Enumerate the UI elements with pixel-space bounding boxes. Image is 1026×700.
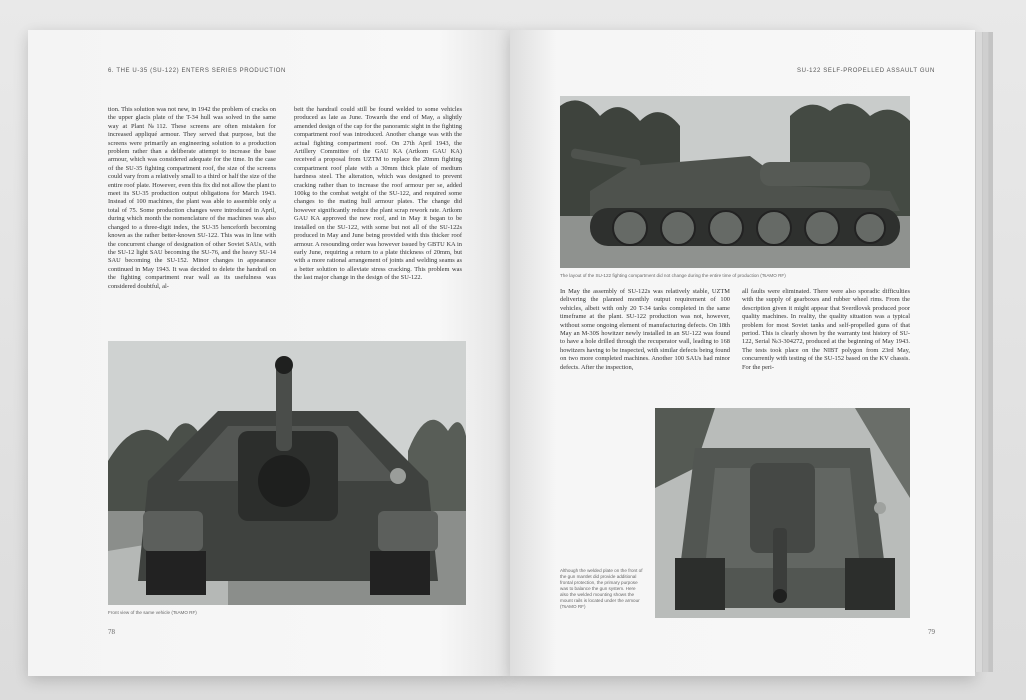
- left-text-column-2: beit the handrail could still be found welded to some vehicles produced as late as June. Towards the end of May, a slightly amended design of the cap for the panoramic sight in the fighting compartment roof was introduced. Another change was with the actual fighting compartment roof. On 27th April 1943, the Artillery Committee of the GAU KA (Artkom GAU KA) received a proposal from UZTM to replace the 20mm fighting compartment roof plate with a 30mm thick plate of medium hardness steel. The alteration, which was designed to prevent cracking rather than to increase the roof armour per se, added 100kg to the combat weight of the SU-122, and required some changes to the mating hull armour plates. The change did however significantly reduce the plant scrap rework rate. Artkom GAU KA approved the new roof, and in May it began to be installed on the SU-122, with some but not all of the SU-122s produced in May and June being provided with this thicker roof armour. A resounding order was however issued by GBTU KA in early June, requiring a return to a plate thickness of 20mm, but with a more rational arrangement of joints and welding seams as a better solution to alleviate stress cracking. This problem was the last major change in the design of the SU-122.: [294, 106, 462, 282]
- tank-top-photo: [655, 408, 910, 618]
- right-running-head: SU-122 SELF-PROPELLED ASSAULT GUN: [797, 68, 935, 74]
- tank-side-illustration: [560, 96, 910, 268]
- left-page-number: 78: [108, 628, 115, 636]
- right-text-column-2: all faults were eliminated. There were also sporadic difficulties with the supply of gearboxes and rubber wheel rims. From the description given it might appear that Sverdlovsk produced poor quality machines. In reality, the quality situation was a typical problem for most Soviet tanks and self-propelled guns of that period. This is clearly shown by the warranty test history of SU-122, Serial №3-304272, produced at the beginning of May 1943. The tests took place on the NIBT polygon from 23rd May, concurrently with testing of the SU-152 based on the KV chassis. For the peri-: [742, 288, 910, 371]
- page-edge-3: [988, 32, 993, 672]
- right-page-number: 79: [928, 628, 935, 636]
- open-book: [28, 30, 992, 676]
- right-side-caption: Although the welded plate on the front of the gun mantlet did provide additional frontal protection, the primary purpose was to balance the gun system. Here also the welded mounting shows the mount rails is located under the armour (TsAMO RF): [560, 568, 643, 609]
- left-running-head: 6. THE U-35 (SU-122) ENTERS SERIES PRODUCTION: [108, 68, 286, 74]
- tank-front-photo: [108, 341, 466, 605]
- page-edge-1: [975, 32, 982, 672]
- tank-front-illustration: [108, 341, 466, 605]
- right-top-caption: The layout of the SU-122 fighting compartment did not change during the entire time of production (TsAMO RF): [560, 273, 786, 278]
- right-text-column-1: In May the assembly of SU-122s was relatively stable, UZTM delivering the planned monthly output requirement of 100 vehicles, albeit with only 20 T-34 tanks completed in the same timeframe at the plant. SU-122 production was not, however, without some ongoing element of manufacturing defects. On 18th May an M-30S howitzer newly installed in an SU-122 was found to have a hole drilled through the recuperator wall, leading to 168 howitzers having to be inspected, with similar defects being found on two more completed machines. Another 100 SAUs had minor defects. After the inspection,: [560, 288, 730, 371]
- tank-top-illustration: [655, 408, 910, 618]
- left-page: [28, 30, 510, 676]
- right-page: [510, 30, 975, 676]
- tank-side-photo: [560, 96, 910, 268]
- left-text-column-1: tion. This solution was not new, in 1942 the problem of cracks on the upper glacis plate of the T-34 hull was solved in the same way at Plant №112. These screens are often mistaken for increased appliqué armour. They served that purpose, but the screens were primarily an engineering solution to a production problem rather than a deliberate attempt to increase the base armour, which was considered adequate for the time. In the case of the SU-35 fighting compartment roof, the size of the screens could vary from a relatively small to a third or half the size of the entire roof plate. However, even this fix did not allow the plant to meet its SU-35 production output obligations for March 1943. Instead of 100 machines, the plant was able to assemble only a total of 75. Some production changes were introduced in April, during which month the nomenclature of the machines was also changed to a three-digit index, the SU-35 henceforth becoming known as the rather better-known SU-122. This was in line with the concurrent change of designation of other Soviet SAUs, with the SU-12 light SAU becoming the SU-76, and the heavy SU-14 SAU becoming the SU-152. Minor changes in appearance continued in May 1943. It was decided to delete the handrail on the fighting compartment rear wall as its usefulness was considered doubtful, al-: [108, 106, 276, 290]
- left-photo-caption: Front view of the same vehicle (TsAMO RF): [108, 610, 197, 615]
